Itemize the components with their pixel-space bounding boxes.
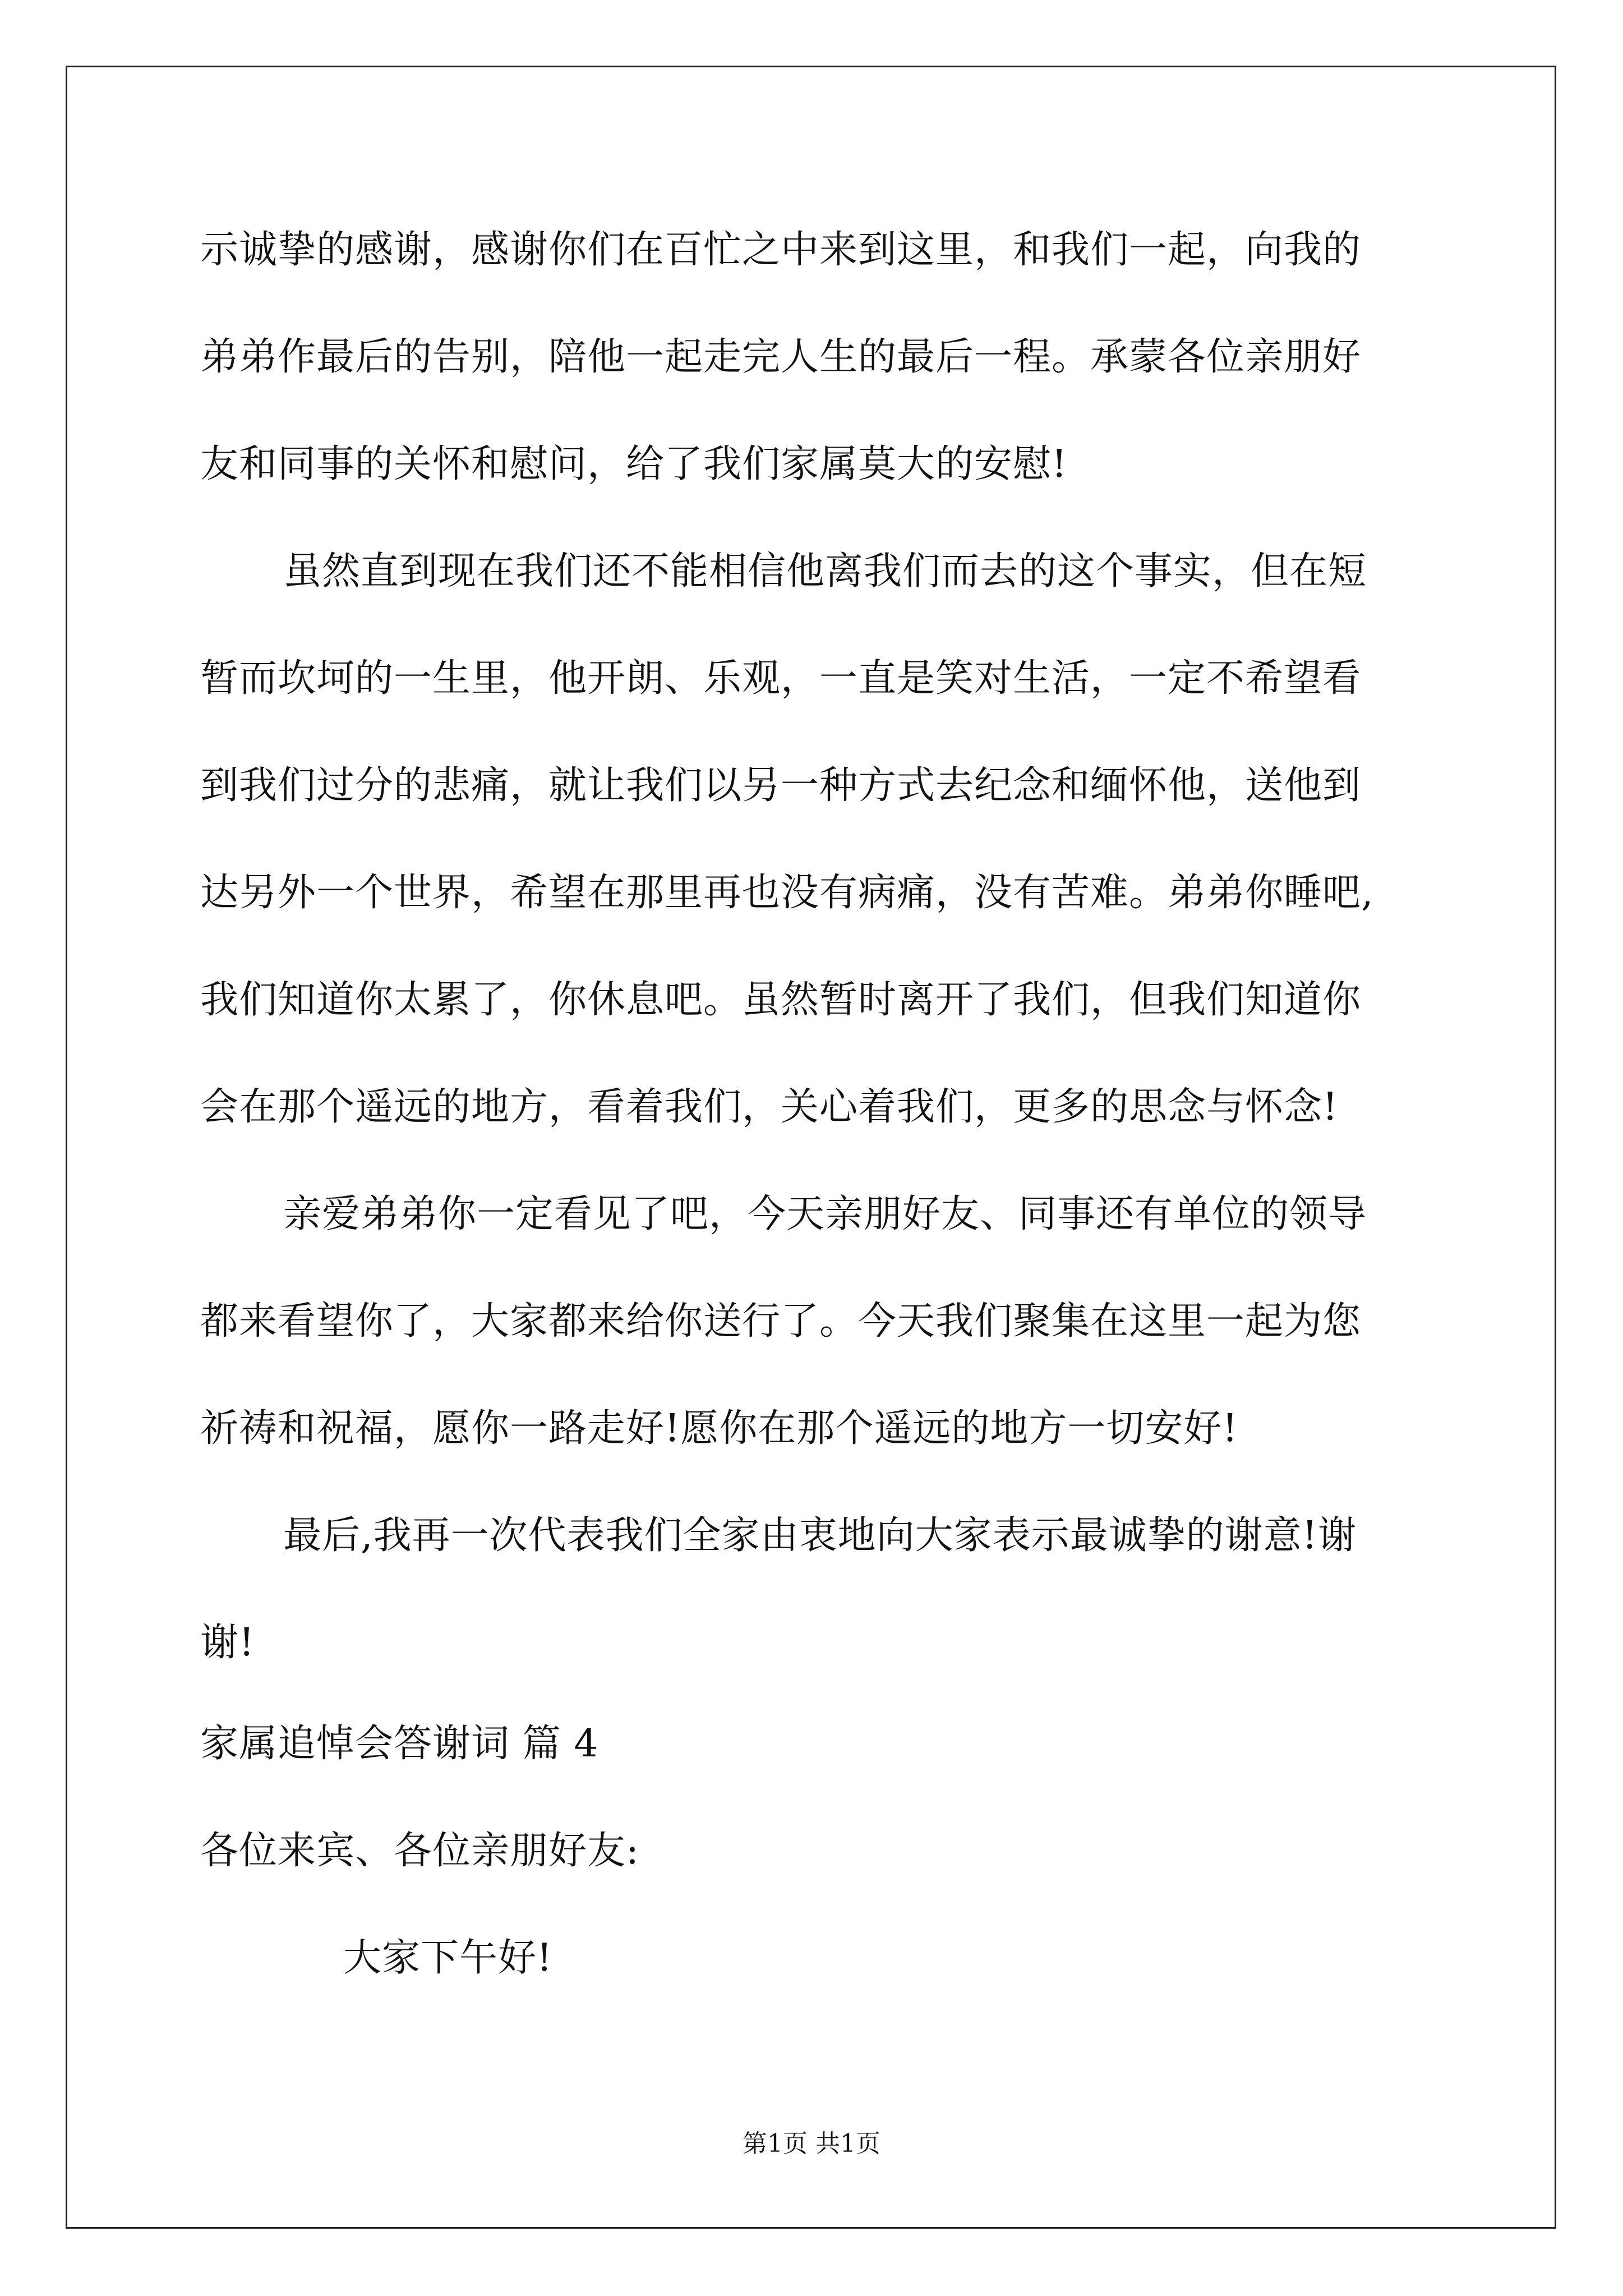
paragraph-line: 到我们过分的悲痛，就让我们以另一种方式去纪念和缅怀他，送他到: [200, 763, 1362, 808]
paragraph-line: 祈祷和祝福，愿你一路走好!愿你在那个遥远的地方一切安好!: [200, 1406, 1238, 1451]
page-border: [66, 66, 1556, 2229]
paragraph-line: 示诚挚的感谢，感谢你们在百忙之中来到这里，和我们一起，向我的: [200, 228, 1362, 272]
paragraph-line: 谢!: [200, 1621, 255, 1665]
paragraph-line: 友和同事的关怀和慰问，给了我们家属莫大的安慰!: [200, 442, 1068, 486]
page-footer: 第1页 共1页: [743, 2129, 880, 2158]
section-heading: 家属追悼会答谢词 篇 4: [200, 1722, 599, 1766]
paragraph-line: 我们知道你太累了，你休息吧。虽然暂时离开了我们，但我们知道你: [200, 978, 1362, 1022]
paragraph-line: 会在那个遥远的地方，看着我们，关心着我们，更多的思念与怀念!: [200, 1085, 1339, 1129]
paragraph-line: 虽然直到现在我们还不能相信他离我们而去的这个事实，但在短: [283, 549, 1367, 593]
paragraph-line: 最后,我再一次代表我们全家由衷地向大家表示最诚挚的谢意!谢: [283, 1513, 1357, 1558]
salutation: 各位来宾、各位亲朋好友:: [200, 1829, 639, 1873]
paragraph-line: 亲爱弟弟你一定看见了吧，今天亲朋好友、同事还有单位的领导: [283, 1192, 1367, 1236]
paragraph-line: 弟弟作最后的告别，陪他一起走完人生的最后一程。承蒙各位亲朋好: [200, 335, 1362, 379]
greeting: 大家下午好!: [343, 1936, 553, 1980]
paragraph-line: 暂而坎坷的一生里，他开朗、乐观，一直是笑对生活，一定不希望看: [200, 656, 1362, 701]
paragraph-line: 达另外一个世界，希望在那里再也没有病痛，没有苦难。弟弟你睡吧,: [200, 871, 1374, 915]
paragraph-line: 都来看望你了，大家都来给你送行了。今天我们聚集在这里一起为您: [200, 1299, 1362, 1343]
